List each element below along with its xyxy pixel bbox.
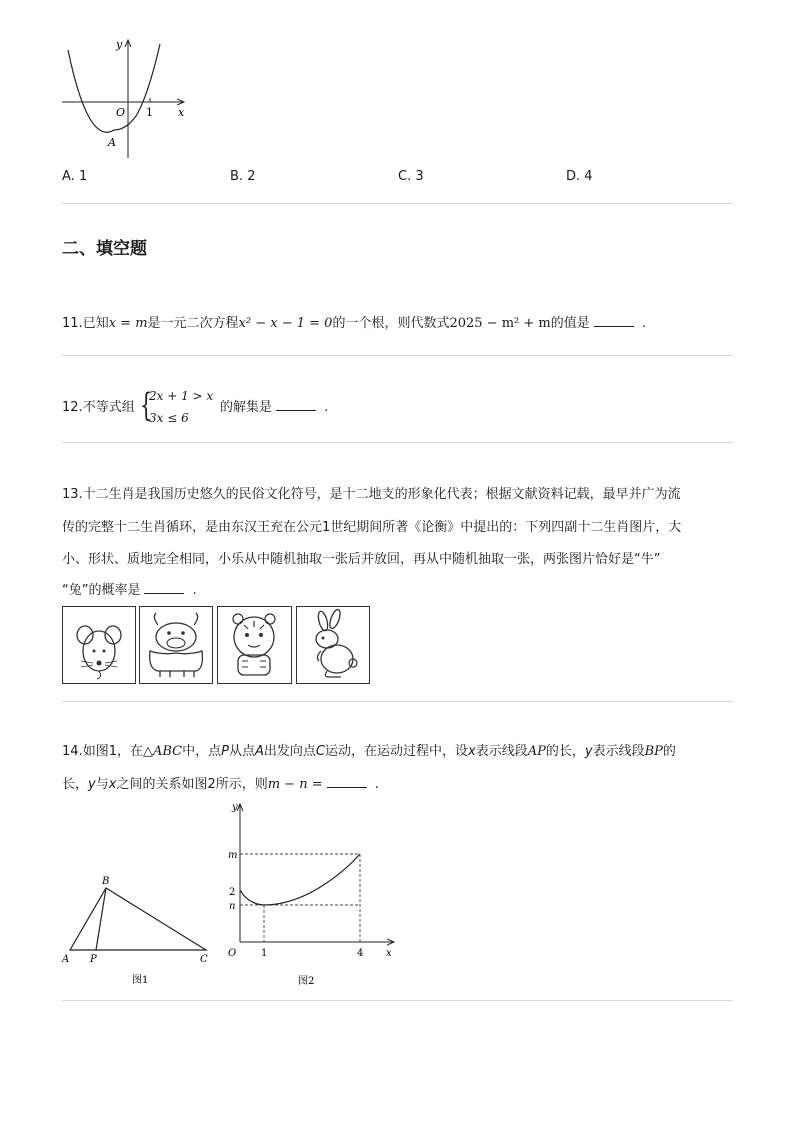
figure-2-graph bbox=[222, 798, 400, 990]
triangle-abc bbox=[70, 888, 206, 950]
q14-end: . bbox=[374, 777, 379, 792]
option-d[interactable] bbox=[566, 167, 593, 187]
question-12-label bbox=[62, 398, 135, 418]
option-a-value: 1 bbox=[78, 169, 88, 184]
option-b-value: 2 bbox=[247, 169, 256, 184]
graph-curve bbox=[240, 854, 360, 905]
divider bbox=[62, 1000, 733, 1001]
q11-number: 11. bbox=[62, 316, 83, 331]
q14-text: 长， bbox=[62, 777, 89, 792]
card-label: 牛 bbox=[144, 617, 145, 618]
four-label: 4 bbox=[357, 948, 364, 959]
answer-blank[interactable] bbox=[327, 775, 367, 788]
q11-text: 的值是 bbox=[550, 316, 590, 331]
option-b-letter: B. bbox=[230, 169, 244, 184]
figure-1-triangle bbox=[58, 868, 218, 988]
divider bbox=[62, 355, 733, 356]
option-d-letter: D. bbox=[566, 169, 581, 184]
divider bbox=[62, 203, 733, 204]
origin-label: O bbox=[116, 106, 126, 119]
card-label: 鼠 bbox=[67, 617, 68, 618]
n-label: n bbox=[229, 901, 236, 912]
q14-text: 之间的关系如图2所示，则 bbox=[116, 777, 268, 792]
q14-var: x bbox=[108, 777, 117, 792]
option-c-letter: C. bbox=[398, 169, 412, 184]
q12-inequality-2: 3x ≤ 6 bbox=[149, 411, 189, 425]
option-d-value: 4 bbox=[584, 169, 593, 184]
answer-blank[interactable] bbox=[276, 398, 316, 411]
q11-text: 是一元二次方程 bbox=[147, 316, 239, 331]
q11-math: 2025 − m² + m bbox=[449, 316, 551, 331]
q14-text: 与 bbox=[95, 777, 109, 792]
question-12-tail bbox=[220, 398, 328, 418]
q14-number: 14. bbox=[62, 744, 83, 759]
rat-icon bbox=[63, 607, 134, 682]
section-title: 二、填空题 bbox=[62, 239, 147, 259]
q14-text: 表示线段 bbox=[592, 744, 645, 759]
q11-math: x² − x − 1 = 0 bbox=[238, 316, 333, 331]
option-c[interactable] bbox=[398, 167, 424, 187]
q14-math: BP bbox=[644, 744, 663, 759]
x-axis-label: x bbox=[386, 948, 392, 959]
divider bbox=[62, 442, 733, 443]
two-label: 2 bbox=[229, 887, 236, 898]
parabola-figure bbox=[58, 36, 194, 160]
q14-var: P bbox=[221, 744, 229, 759]
q13-line-2: 传的完整十二生肖循环，是由东汉王充在公元1世纪期间所著《论衡》中提出的：下列四副十二生肖图片，大 bbox=[62, 520, 682, 535]
rabbit-icon bbox=[297, 607, 368, 682]
one-label: 1 bbox=[261, 948, 268, 959]
q14-text: 中，点 bbox=[182, 744, 222, 759]
q12-brace: { bbox=[140, 386, 153, 424]
q11-end: . bbox=[641, 316, 647, 331]
q12-end: . bbox=[324, 400, 329, 415]
q14-text: 表示线段 bbox=[475, 744, 528, 759]
divider bbox=[62, 701, 733, 702]
q14-var: y bbox=[584, 744, 593, 759]
option-a-letter: A. bbox=[62, 169, 75, 184]
card-label: 虎 bbox=[222, 617, 223, 618]
y-axis-label: y bbox=[232, 802, 238, 813]
q11-text: 的一个根，则代数式 bbox=[332, 316, 450, 331]
card-rat bbox=[62, 606, 136, 684]
q11-math: x = m bbox=[108, 316, 148, 331]
label-a: A bbox=[62, 954, 70, 965]
option-a[interactable] bbox=[62, 167, 87, 187]
label-b: B bbox=[102, 876, 110, 887]
q12-text: 的解集是 bbox=[220, 400, 273, 415]
point-a-label: A bbox=[108, 136, 116, 149]
m-label: m bbox=[228, 850, 238, 861]
q14-text: 的长， bbox=[545, 744, 585, 759]
answer-blank[interactable] bbox=[144, 581, 184, 594]
q13-end: . bbox=[192, 583, 197, 598]
q14-math: △ABC bbox=[142, 744, 183, 759]
q14-math: m − n = bbox=[267, 777, 323, 792]
q13-line-4 bbox=[62, 581, 197, 601]
card-ox bbox=[139, 606, 213, 684]
label-c: C bbox=[200, 954, 208, 965]
tiger-icon bbox=[218, 607, 290, 682]
ox-icon bbox=[140, 607, 211, 682]
answer-blank[interactable] bbox=[594, 314, 634, 327]
figure-2-caption: 图2 bbox=[298, 976, 315, 987]
card-tiger bbox=[217, 606, 292, 684]
q12-number: 12. bbox=[62, 400, 83, 415]
y-axis-label: y bbox=[116, 38, 123, 51]
option-b[interactable] bbox=[230, 167, 255, 187]
q13-line-3: 小、形状、质地完全相同，小乐从中随机抽取一张后并放回，再从中随机抽取一张，两张图片恰好是“牛” bbox=[62, 552, 661, 567]
q12-inequality-1: 2x + 1 > x bbox=[149, 389, 214, 403]
q14-text: 的 bbox=[662, 744, 676, 759]
figure-1-caption: 图1 bbox=[132, 975, 149, 986]
q14-var: x bbox=[468, 744, 476, 759]
q14-text: 运动，在运动过程中，设 bbox=[324, 744, 468, 759]
q14-math: AP bbox=[527, 744, 546, 759]
x-axis-label: x bbox=[178, 106, 185, 119]
q14-text: 如图1，在 bbox=[82, 744, 143, 759]
q13-line-1: 13.十二生肖是我国历史悠久的民俗文化符号，是十二地支的形象化代表；根据文献资料记载，最早并广为流 bbox=[62, 487, 681, 502]
question-11 bbox=[62, 314, 646, 334]
q14-var: y bbox=[88, 777, 96, 792]
q13-text: “兔”的概率是 bbox=[62, 583, 141, 598]
q14-text: 出发向点 bbox=[263, 744, 316, 759]
q14-line-1 bbox=[62, 742, 676, 762]
label-p: P bbox=[90, 954, 97, 965]
q11-text: 已知 bbox=[82, 316, 109, 331]
q14-line-2 bbox=[62, 775, 379, 795]
option-c-value: 3 bbox=[415, 169, 424, 184]
q14-text: 从点 bbox=[228, 744, 255, 759]
origin-label: O bbox=[228, 948, 237, 959]
parabola-curve bbox=[68, 44, 160, 132]
q14-var: A bbox=[254, 744, 264, 759]
q14-var: C bbox=[315, 744, 325, 759]
q12-text: 不等式组 bbox=[82, 400, 135, 415]
card-label: 兔 bbox=[301, 617, 302, 618]
card-rabbit bbox=[296, 606, 370, 684]
tick-label-1: 1 bbox=[146, 106, 153, 119]
